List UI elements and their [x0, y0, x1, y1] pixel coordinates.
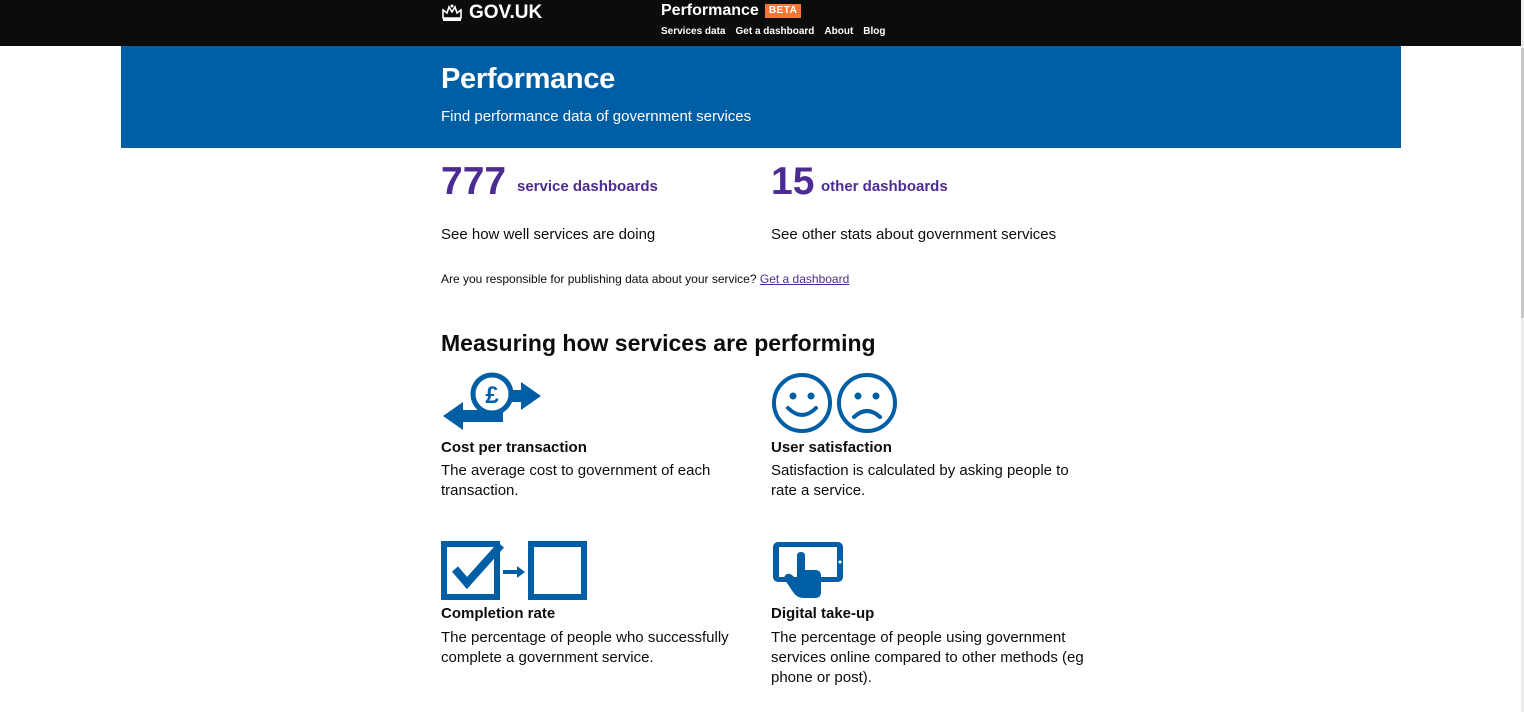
other-dashboards-link[interactable]: other dashboards — [821, 178, 948, 195]
get-a-dashboard-link[interactable]: Get a dashboard — [759, 272, 850, 286]
responsible-notice — [441, 272, 849, 286]
top-nav — [661, 26, 886, 37]
product-name[interactable]: Performance — [661, 2, 759, 19]
hero-banner — [121, 46, 1401, 148]
nav-get-a-dashboard[interactable]: Get a dashboard — [735, 26, 815, 37]
product-title — [661, 2, 801, 20]
service-dashboards-description: See how well services are doing — [441, 226, 656, 243]
metric-description: The percentage of people who successfully complete a government service. — [441, 629, 729, 666]
nav-blog[interactable]: Blog — [863, 26, 886, 37]
measuring-heading: Measuring how services are performing — [441, 330, 876, 356]
logo-text: GOV.UK — [469, 2, 543, 23]
metric-title: Digital take-up — [771, 605, 875, 622]
service-dashboards-link[interactable]: service dashboards — [517, 178, 658, 195]
checkbox-completion-icon — [441, 541, 589, 601]
metric-description: Satisfaction is calculated by asking people to rate a service. — [771, 462, 1069, 499]
other-dashboards-description: See other stats about government services — [771, 226, 1057, 243]
metric-description: The average cost to government of each transaction. — [441, 462, 711, 499]
metric-title: Cost per transaction — [441, 439, 587, 456]
page-title: Performance — [441, 63, 615, 95]
metric-description: The percentage of people using government services online compared to other methods (eg phone or post). — [771, 629, 1084, 686]
happy-sad-faces-icon — [771, 372, 901, 434]
nav-about[interactable]: About — [824, 26, 854, 37]
tablet-touch-icon — [771, 540, 845, 600]
other-dashboards-count: 15 — [771, 160, 815, 203]
page-subtitle: Find performance data of government services — [441, 108, 752, 125]
responsible-text: Are you responsible for publishing data about your service? — [441, 272, 757, 286]
metric-title: Completion rate — [441, 605, 556, 622]
beta-badge: BETA — [765, 4, 801, 18]
pound-exchange-icon — [441, 372, 543, 434]
crown-icon — [441, 4, 463, 22]
top-header — [0, 0, 1524, 46]
svg-text:£: £ — [485, 382, 499, 409]
service-dashboards-count: 777 — [441, 160, 507, 203]
metric-title: User satisfaction — [771, 439, 892, 456]
nav-services-data[interactable]: Services data — [661, 26, 726, 37]
govuk-logo-link[interactable] — [441, 2, 542, 24]
